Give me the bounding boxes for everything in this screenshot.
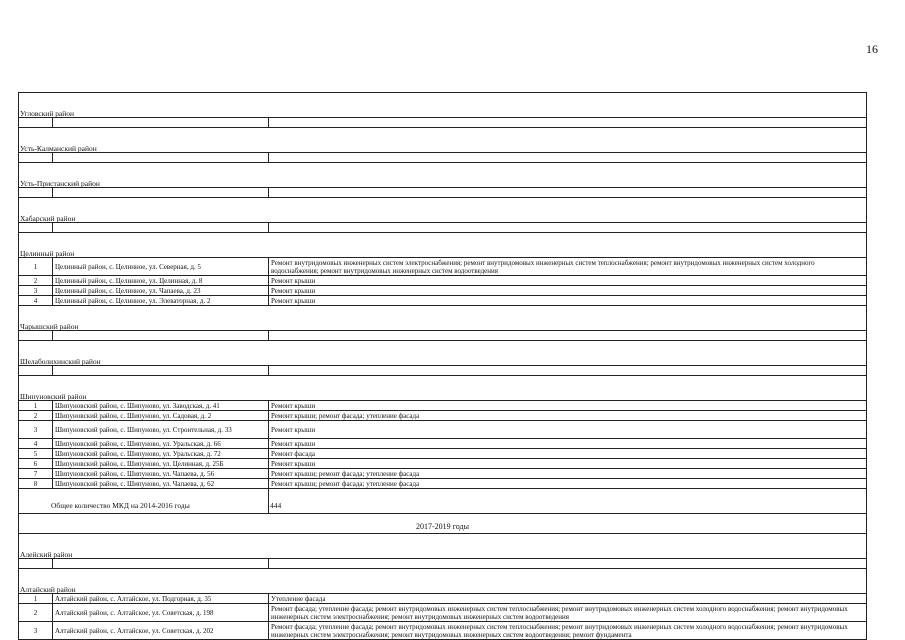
row-work: Ремонт крыши; ремонт фасада; утепление фасада bbox=[271, 479, 420, 488]
table-row bbox=[18, 286, 867, 296]
district-header bbox=[18, 233, 867, 258]
district-header bbox=[18, 198, 867, 223]
period-heading: 2017-2019 годы bbox=[18, 514, 867, 534]
row-address bbox=[53, 366, 269, 375]
row-number bbox=[19, 188, 53, 197]
row-number: 3 bbox=[19, 286, 53, 295]
district-header bbox=[18, 128, 867, 153]
row-address: Алтайский район, с. Алтайское, ул. Советская, д. 198 bbox=[53, 604, 269, 621]
row-address bbox=[53, 153, 269, 162]
table-row bbox=[18, 276, 867, 286]
row-work bbox=[269, 559, 866, 568]
row-work: Ремонт крыши bbox=[271, 439, 316, 448]
row-address bbox=[53, 559, 269, 568]
row-work bbox=[269, 331, 866, 340]
row-work: Ремонт крыши bbox=[271, 276, 316, 285]
row-work: Ремонт фасада; утепление фасада; ремонт внутридомовых инженерных систем теплоснабжения; ремонт внутридомовых инженерных систем холодного водоснабжения; ремонт внутридомовых инженерных систем электроснабжения; ремонт внутридомовых инженерных систем водоотведения bbox=[271, 604, 848, 621]
repair-table bbox=[18, 92, 867, 640]
row-work bbox=[269, 366, 866, 375]
row-number: 8 bbox=[19, 479, 53, 488]
row-address: Шипуновский район, с. Шипуново, ул. Уральская, д. 66 bbox=[53, 439, 269, 448]
row-number: 4 bbox=[19, 439, 53, 448]
row-work: Ремонт фасада; утепление фасада; ремонт внутридомовых инженерных систем теплоснабжения; ремонт внутридомовых инженерных систем холодного водоснабжения; ремонт внутридомовых инженерных систем электроснабжения; ремонт внутридомовых инженерных систем водоотведения; ремонт фундамента bbox=[271, 622, 848, 639]
row-address: Шипуновский район, с. Шипуново, ул. Строительная, д. 33 bbox=[53, 421, 269, 438]
row-address: Алтайский район, с. Алтайское, ул. Подгорная, д. 35 bbox=[53, 594, 269, 603]
table-row bbox=[18, 401, 867, 411]
district-name: Хабарский район bbox=[20, 214, 76, 223]
row-work: Ремонт крыши bbox=[271, 286, 316, 295]
row-work bbox=[269, 118, 866, 127]
row-address bbox=[53, 118, 269, 127]
row-number: 2 bbox=[19, 604, 53, 621]
empty-row bbox=[18, 118, 867, 128]
table-row bbox=[18, 479, 867, 489]
row-address bbox=[53, 331, 269, 340]
row-work bbox=[269, 153, 866, 162]
row-work bbox=[269, 223, 866, 232]
row-work: Ремонт крыши bbox=[271, 459, 316, 468]
table-row bbox=[18, 459, 867, 469]
row-address: Целинный район, с. Целинное, ул. Элеваторная, д. 2 bbox=[53, 296, 269, 305]
district-header bbox=[18, 163, 867, 188]
district-name: Усть-Калманский район bbox=[20, 144, 97, 153]
row-number: 1 bbox=[19, 258, 53, 275]
district-name: Алтайский район bbox=[20, 585, 76, 594]
district-name: Алейский район bbox=[20, 550, 73, 559]
page-number: 16 bbox=[866, 42, 878, 56]
row-address bbox=[53, 223, 269, 232]
row-number bbox=[19, 153, 53, 162]
row-address: Целинный район, с. Целинное, ул. Северная, д. 5 bbox=[53, 258, 269, 275]
row-number: 4 bbox=[19, 296, 53, 305]
row-work: Ремонт крыши bbox=[271, 401, 316, 410]
table-row bbox=[18, 411, 867, 421]
district-header bbox=[18, 306, 867, 331]
table-row bbox=[18, 439, 867, 449]
row-work: Ремонт крыши bbox=[271, 425, 316, 434]
table-row bbox=[18, 604, 867, 622]
row-address: Шипуновский район, с. Шипуново, ул. Садовая, д. 2 bbox=[53, 411, 269, 420]
row-address: Шипуновский район, с. Шипуново, ул. Целинная, д. 25Б bbox=[53, 459, 269, 468]
row-address: Шипуновский район, с. Шипуново, ул. Чапаева, д. 62 bbox=[53, 479, 269, 488]
row-work: Ремонт крыши bbox=[271, 296, 316, 305]
row-number: 1 bbox=[19, 401, 53, 410]
table-row bbox=[18, 258, 867, 276]
row-number bbox=[19, 331, 53, 340]
district-name: Чарышский район bbox=[20, 322, 79, 331]
total-row bbox=[18, 489, 867, 514]
row-work bbox=[269, 188, 866, 197]
table-row bbox=[18, 421, 867, 439]
row-address: Шипуновский район, с. Шипуново, ул. Чапаева, д. 56 bbox=[53, 469, 269, 478]
empty-row bbox=[18, 188, 867, 198]
district-header bbox=[18, 534, 867, 559]
row-address bbox=[53, 188, 269, 197]
table-row bbox=[18, 449, 867, 459]
district-name: Целинный район bbox=[20, 249, 75, 258]
row-number: 1 bbox=[19, 594, 53, 603]
empty-row bbox=[18, 223, 867, 233]
row-number bbox=[19, 118, 53, 127]
row-number bbox=[19, 559, 53, 568]
row-number: 5 bbox=[19, 449, 53, 458]
total-label: Общее количество МКД на 2014-2016 годы bbox=[19, 489, 269, 513]
empty-row bbox=[18, 366, 867, 376]
row-work: Утепление фасада bbox=[271, 594, 326, 603]
total-value: 444 bbox=[270, 501, 282, 510]
empty-row bbox=[18, 153, 867, 163]
district-name: Шипуновский район bbox=[20, 392, 87, 401]
row-address: Целинный район, с. Целинное, ул. Чапаева, д. 23 bbox=[53, 286, 269, 295]
row-number: 3 bbox=[19, 622, 53, 639]
row-work: Ремонт внутридомовых инженерных систем электроснабжения; ремонт внутридомовых инженерных систем теплоснабжения; ремонт внутридомовых инженерных систем холодного водоснабжения; ремонт внутридомовых инженерных систем водоотведения bbox=[271, 258, 815, 275]
empty-row bbox=[18, 559, 867, 569]
row-number: 2 bbox=[19, 276, 53, 285]
row-number: 6 bbox=[19, 459, 53, 468]
row-number: 2 bbox=[19, 411, 53, 420]
row-work: Ремонт крыши; ремонт фасада; утепление фасада bbox=[271, 469, 420, 478]
row-number bbox=[19, 366, 53, 375]
empty-row bbox=[18, 331, 867, 341]
row-address: Шипуновский район, с. Шипуново, ул. Заводская, д. 41 bbox=[53, 401, 269, 410]
row-address: Алтайский район, с. Алтайское, ул. Советская, д. 202 bbox=[53, 622, 269, 639]
row-work: Ремонт крыши; ремонт фасада; утепление фасада bbox=[271, 411, 420, 420]
row-address: Целинный район, с. Целинное, ул. Целинная, д. 8 bbox=[53, 276, 269, 285]
district-name: Усть-Пристанский район bbox=[20, 179, 100, 188]
district-name: Шелаболихинский район bbox=[20, 357, 101, 366]
table-row bbox=[18, 594, 867, 604]
row-address: Шипуновский район, с. Шипуново, ул. Уральская, д. 72 bbox=[53, 449, 269, 458]
row-number: 7 bbox=[19, 469, 53, 478]
district-name: Угловский район bbox=[20, 109, 75, 118]
row-work: Ремонт фасада bbox=[271, 449, 316, 458]
row-number bbox=[19, 223, 53, 232]
row-number: 3 bbox=[19, 421, 53, 438]
table-row bbox=[18, 296, 867, 306]
district-header bbox=[18, 376, 867, 401]
table-row bbox=[18, 622, 867, 640]
district-header bbox=[18, 569, 867, 594]
table-row bbox=[18, 469, 867, 479]
district-header bbox=[18, 341, 867, 366]
district-header bbox=[18, 93, 867, 118]
